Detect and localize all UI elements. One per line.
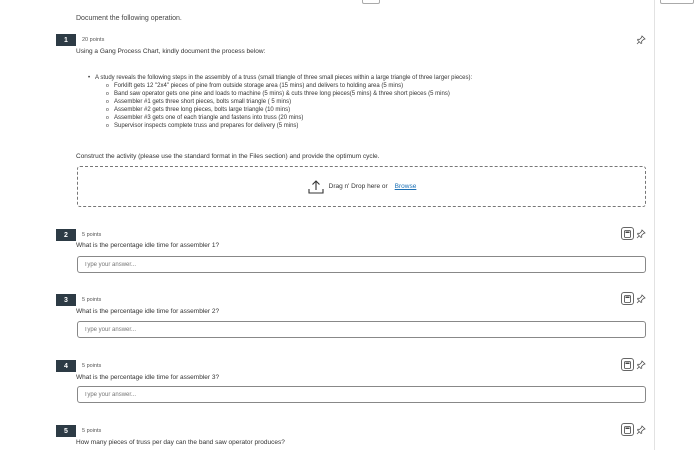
pin-icon[interactable] xyxy=(636,229,646,239)
question-points: 5 points xyxy=(82,428,102,434)
question-points: 5 points xyxy=(82,363,102,369)
calculator-button[interactable] xyxy=(621,423,634,436)
content-divider xyxy=(654,0,655,450)
pin-icon[interactable] xyxy=(636,425,646,435)
pin-icon[interactable] xyxy=(636,35,646,45)
answer-input[interactable] xyxy=(77,386,646,403)
calculator-button[interactable] xyxy=(621,227,634,240)
list-item: Band saw operator gets one pine and loads to machine (5 mins) & cuts three long pieces(5 mins) & three short pieces (5 mins) xyxy=(114,91,450,97)
question-text: What is the percentage idle time for assembler 2? xyxy=(76,308,220,315)
calculator-icon xyxy=(624,295,631,303)
dropzone-label: Drag n' Drop here or xyxy=(328,183,388,190)
list-item: Assembler #1 gets three short pieces, bolts small triangle ( 5 mins) xyxy=(114,99,292,105)
question-points: 20 points xyxy=(82,37,105,43)
calculator-icon xyxy=(624,361,631,369)
file-dropzone[interactable] xyxy=(77,166,646,207)
calculator-button[interactable] xyxy=(621,358,634,371)
question-text: What is the percentage idle time for assembler 3? xyxy=(76,374,220,381)
question-number: 3 xyxy=(56,294,76,306)
question-text: How many pieces of truss per day can the band saw operator produces? xyxy=(76,439,285,446)
process-steps-list: • A study reveals the following steps in the assembly of a truss (small triangle of three small pieces within a large triangle of three larger pieces): o Forklift gets 12 "2x4" pieces of pine from outside storage area (15 mins) and delivers to holding area (5 mins) o Band saw operator gets one pine and loads to machine (5 mins) & cuts three long pieces(5 mins) & three short pieces (5 mins) o Assembler #1 gets three short pieces, bolts small triangle ( 5 mins) o Assembler #2 gets three long pieces, bolts large triangle (10 mins) o Assembler #3 gets one of each triangle and fastens into truss (20 mins) o Supervisor inspects complete truss and prepares for delivery (5 mins) xyxy=(88,75,473,129)
calculator-icon xyxy=(624,426,631,434)
pin-icon[interactable] xyxy=(636,360,646,370)
question-text: What is the percentage idle time for assembler 1? xyxy=(76,242,220,249)
question-number: 4 xyxy=(56,360,76,372)
list-item: A study reveals the following steps in the assembly of a truss (small triangle of three small pieces within a large triangle of three larger pieces): xyxy=(95,75,473,81)
top-select[interactable] xyxy=(362,0,380,4)
question-number: 2 xyxy=(56,229,76,241)
list-item: Assembler #3 gets one of each triangle and fastens into truss (20 mins) xyxy=(114,115,304,121)
answer-input[interactable] xyxy=(77,256,646,273)
list-item: Supervisor inspects complete truss and prepares for delivery (5 mins) xyxy=(114,123,299,129)
calculator-button[interactable] xyxy=(621,292,634,305)
construct-instruction: Construct the activity (please use the standard format in the Files section) and provide the optimum cycle. xyxy=(76,153,380,160)
calculator-icon xyxy=(624,230,631,238)
answer-input[interactable] xyxy=(77,321,646,338)
question-points: 5 points xyxy=(82,297,102,303)
question-text: Using a Gang Process Chart, kindly document the process below: xyxy=(76,48,266,55)
question-points: 5 points xyxy=(82,232,102,238)
question-number: 5 xyxy=(56,425,76,437)
top-button[interactable] xyxy=(660,0,694,4)
upload-icon xyxy=(307,179,325,195)
intro-text: Document the following operation. xyxy=(76,15,182,22)
list-item: Assembler #2 gets three long pieces, bolts large triangle (10 mins) xyxy=(114,107,291,113)
top-toolbar xyxy=(0,0,700,6)
list-item: Forklift gets 12 "2x4" pieces of pine from outside storage area (15 mins) and delivers to holding area (5 mins) xyxy=(114,83,404,89)
browse-link[interactable]: Browse xyxy=(394,183,417,190)
pin-icon[interactable] xyxy=(636,294,646,304)
question-number: 1 xyxy=(56,34,76,46)
